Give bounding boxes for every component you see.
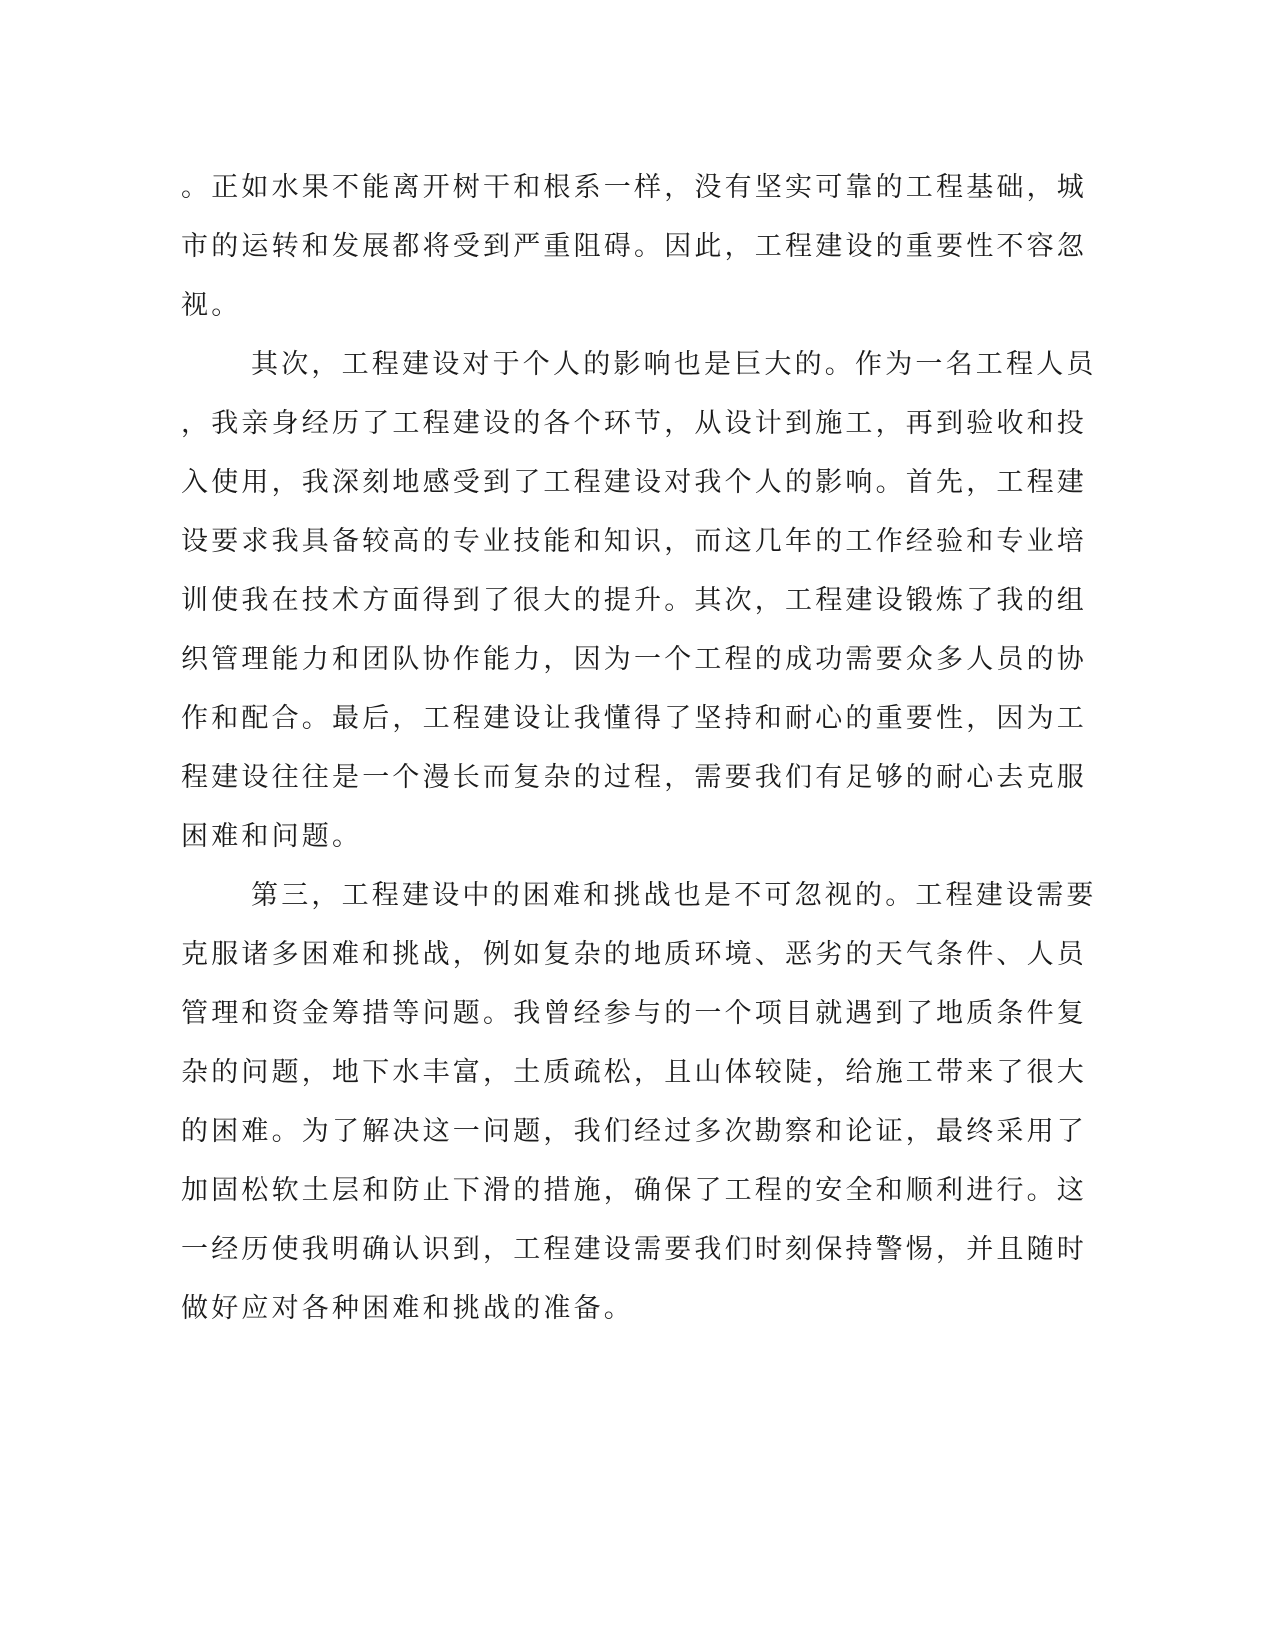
text-line: 市的运转和发展都将受到严重阻碍。因此，工程建设的重要性不容忽 — [181, 231, 1087, 262]
text-line: 管理和资金筹措等问题。我曾经参与的一个项目就遇到了地质条件复 — [181, 998, 1087, 1029]
text-line: 程建设往往是一个漫长而复杂的过程，需要我们有足够的耐心去克服 — [181, 762, 1087, 793]
text-line: 一经历使我明确认识到，工程建设需要我们时刻保持警惕，并且随时 — [181, 1234, 1087, 1265]
text-line: 入使用，我深刻地感受到了工程建设对我个人的影响。首先，工程建 — [181, 467, 1087, 498]
text-line: 设要求我具备较高的专业技能和知识，而这几年的工作经验和专业培 — [181, 526, 1087, 557]
paragraph-first-line: 第三，工程建设中的困难和挑战也是不可忽视的。工程建设需要 — [251, 880, 1097, 911]
text-line: 杂的问题，地下水丰富，土质疏松，且山体较陡，给施工带来了很大 — [181, 1057, 1087, 1088]
text-line: 织管理能力和团队协作能力，因为一个工程的成功需要众多人员的协 — [181, 644, 1087, 675]
text-line: 训使我在技术方面得到了很大的提升。其次，工程建设锻炼了我的组 — [181, 585, 1087, 616]
paragraph-first-line: 其次，工程建设对于个人的影响也是巨大的。作为一名工程人员 — [251, 349, 1097, 380]
text-line: 做好应对各种困难和挑战的准备。 — [181, 1293, 634, 1324]
text-line: 的困难。为了解决这一问题，我们经过多次勘察和论证，最终采用了 — [181, 1116, 1087, 1147]
text-line: 。正如水果不能离开树干和根系一样，没有坚实可靠的工程基础，城 — [181, 172, 1087, 203]
text-line: 作和配合。最后，工程建设让我懂得了坚持和耐心的重要性，因为工 — [181, 703, 1087, 734]
text-line: 克服诸多困难和挑战，例如复杂的地质环境、恶劣的天气条件、人员 — [181, 939, 1087, 970]
text-line: 困难和问题。 — [181, 821, 363, 852]
text-line: 加固松软土层和防止下滑的措施，确保了工程的安全和顺利进行。这 — [181, 1175, 1087, 1206]
body-text — [181, 158, 1097, 1338]
text-line: 视。 — [181, 290, 242, 321]
text-line: ，我亲身经历了工程建设的各个环节，从设计到施工，再到验收和投 — [181, 408, 1087, 439]
